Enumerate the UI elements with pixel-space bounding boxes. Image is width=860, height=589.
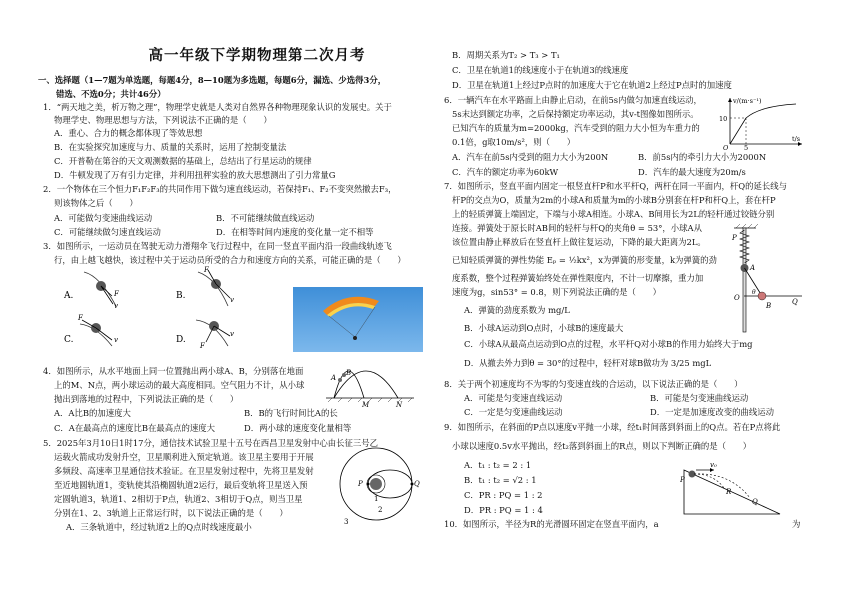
q4-option-c[interactable]: C．A在最高点的速度比B在最高点的速度大 — [54, 423, 215, 433]
svg-text:P: P — [680, 476, 685, 484]
section-heading: 一、选择题（1—7题为单选题，每题4分，8—10题为多选题，每题6分，漏选、少选得3分， — [38, 75, 387, 85]
svg-text:v₀: v₀ — [710, 461, 717, 469]
q5-stem-3: 多频段、高速率卫星通信技术验证。在卫星发射过程中，先将卫星发射 — [54, 466, 314, 476]
q5-stem: 5．2025年3月10日1时17分，通信技术试验卫星十五号在西昌卫星发射中心由长征三号乙 — [43, 438, 378, 448]
svg-text:v: v — [230, 296, 234, 304]
svg-text:P: P — [358, 480, 363, 488]
svg-text:R: R — [726, 488, 732, 496]
q5-option-c[interactable]: C．卫星在轨道1的线速度小于在轨道3的线速度 — [452, 65, 629, 75]
q5-stem-5: 定圆轨道3，轨道1、2相切于P点，轨道2、3相切于Q点，则当卫星 — [54, 494, 303, 504]
q4-stem-3: 抛出到落地的过程中，下列说法正确的是（ ） — [54, 394, 239, 404]
svg-text:O: O — [723, 144, 729, 150]
q4-stem: 4．如图所示，从水平地面上同一位置抛出两小球A、B，分别落在地面 — [43, 366, 304, 376]
q8-option-b[interactable]: B．可能是匀变速曲线运动 — [650, 393, 749, 403]
svg-text:Q: Q — [752, 498, 758, 506]
q9-option-b[interactable]: B．t₁ : t₂ = √2 : 1 — [464, 475, 537, 485]
svg-text:3: 3 — [344, 518, 349, 526]
q4-trajectory-figure — [322, 358, 420, 408]
ball-b — [758, 292, 766, 300]
q5-option-d[interactable]: D．卫星在轨道1上经过P点时的加速度大于它在轨道2上经过P点时的加速度 — [452, 80, 732, 90]
incline — [684, 470, 780, 514]
q4-option-b[interactable]: B．B的飞行时间比A的长 — [244, 408, 338, 418]
q3-label-c: C. — [64, 335, 74, 345]
q1-option-b[interactable]: B．在实验探究加速度与力、质量的关系时，运用了控制变量法 — [54, 142, 287, 152]
q7-stem-5: 该位置由静止释放后在竖直杆上做往复运动，下降的最大距离为2L。 — [452, 237, 706, 247]
svg-text:F: F — [204, 266, 209, 274]
q6-stem-3: 已知汽车的质量为m=2000kg，汽车受到的阻力大小恒为车重力的 — [452, 123, 700, 133]
q2-option-d[interactable]: D．在相等时间内速度的变化量一定不相等 — [216, 227, 374, 237]
q5-orbit-figure — [338, 446, 424, 526]
q4-option-a[interactable]: A．A比B的加速度大 — [54, 408, 131, 418]
section-heading-2: 错选、不选0分；共计46分） — [56, 89, 166, 99]
svg-text:2: 2 — [378, 506, 383, 514]
q2-option-b[interactable]: B．不可能继续做直线运动 — [216, 213, 315, 223]
svg-text:v: v — [114, 302, 118, 310]
q5-option-b[interactable]: B．周期关系为T₂ > T₃ > T₁ — [452, 50, 560, 60]
svg-text:5: 5 — [744, 144, 749, 150]
q2-option-c[interactable]: C．可能继续做匀速直线运动 — [54, 227, 161, 237]
q5-stem-4: 至近地圆轨道1，变轨使其沿椭圆轨道2运行，最后变轨将卫星送入预 — [54, 480, 308, 490]
q7-stem-2: 杆P的交点为O，质量为2m的小球A和质量为m的小球B分别套在杆P和杆Q上，套在杆P — [452, 195, 776, 205]
q3-figure-b[interactable] — [176, 266, 234, 306]
accel-segment — [730, 118, 746, 144]
svg-text:B: B — [766, 302, 772, 310]
svg-text:t/s: t/s — [792, 135, 801, 143]
paraglider-photo — [293, 287, 423, 352]
q3-label-b: B. — [176, 291, 186, 301]
earth — [370, 478, 382, 490]
svg-text:B: B — [346, 369, 352, 377]
q6-vt-graph — [716, 94, 806, 150]
q8-option-d[interactable]: D．一定是加速度改变的曲线运动 — [650, 407, 774, 417]
q5-option-a[interactable]: A．三条轨道中，经过轨道2上的Q点时线速度最小 — [66, 522, 252, 532]
q3-stem: 3．如图所示，一运动员在驾驶无动力滑翔伞飞行过程中，在同一竖直平面内沿一段曲线轨迹飞 — [43, 241, 392, 251]
svg-text:θ: θ — [752, 289, 756, 296]
q2-option-a[interactable]: A．可能做匀变速曲线运动 — [54, 213, 153, 223]
svg-text:N: N — [396, 401, 403, 408]
q1-option-a[interactable]: A．重心、合力的概念都体现了等效思想 — [54, 128, 203, 138]
q7-option-b[interactable]: B．小球A运动到O点时，小球B的速度最大 — [464, 323, 624, 333]
svg-text:A: A — [331, 374, 337, 382]
q7-stem-8: 速度为g，sin53° = 0.8，则下列说法正确的是（ ） — [452, 287, 661, 297]
q8-stem: 8．关于两个初速度均不为零的匀变速直线的合运动，以下说法正确的是（ ） — [444, 379, 743, 389]
q3-figure-a[interactable] — [63, 272, 120, 310]
svg-text:Q: Q — [414, 480, 420, 488]
q9-option-a[interactable]: A．t₁ : t₂ = 2 : 1 — [464, 460, 532, 470]
q4-stem-2: 上的M、N点，两小球运动的最大高度相同。空气阻力不计，从小球 — [54, 380, 305, 390]
q7-stem-7: 度系数，整个过程弹簧始终处在弹性限度内，不计一切摩擦，重力加 — [452, 273, 704, 283]
q4-option-d[interactable]: D．两小球的速度变化量相等 — [244, 423, 352, 433]
svg-text:A: A — [750, 264, 756, 272]
q1-option-c[interactable]: C．开普勒在第谷的天文观测数据的基础上，总结出了行星运动的规律 — [54, 156, 312, 166]
svg-text:M: M — [362, 401, 370, 408]
q6-stem: 6．一辆汽车在水平路面上由静止启动，在前5s内做匀加速直线运动， — [444, 95, 702, 105]
q7-option-d[interactable]: D．从撤去外力到θ = 30°的过程中，轻杆对球B做功为 3/25 mgL — [464, 358, 712, 368]
q10-stem: 10．如图所示，半径为R的光滑圆环固定在竖直平面内，a — [444, 519, 659, 529]
exam-title: 高一年级下学期物理第二次月考 — [148, 48, 366, 64]
q6-option-c[interactable]: C．汽车的额定功率为60kW — [452, 167, 559, 177]
svg-text:P: P — [732, 234, 737, 242]
q7-option-c[interactable]: C．小球A从最高点运动到O点的过程，水平杆Q对小球B的作用力始终大于mg — [464, 339, 753, 349]
q9-stem: 9．如图所示，在斜面的P点以速度v平抛一小球，经t₁时间落到斜面上的Q点。若在P点将此 — [444, 422, 781, 432]
svg-text:Q: Q — [792, 298, 798, 306]
q3-figure-c[interactable] — [64, 314, 118, 346]
q1-stem: 1．“两天地之美，析万物之理”，物理学史就是人类对自然界各种物理现象认识的发展史。关于 — [43, 102, 392, 112]
power-segment — [746, 104, 796, 118]
q6-option-a[interactable]: A．汽车在前5s内受到的阻力大小为200N — [452, 152, 609, 162]
q6-option-b[interactable]: B．前5s内的牵引力大小为2000N — [638, 152, 767, 162]
svg-text:v: v — [230, 330, 234, 338]
q9-option-c[interactable]: C．PR : PQ = 1 : 2 — [464, 490, 543, 500]
q6-option-d[interactable]: D．汽车的最大速度为20m/s — [638, 167, 746, 177]
q9-incline-figure — [680, 458, 786, 518]
q2-stem: 2．一个物体在三个恒力F₁F₂F₃的共同作用下做匀速直线运动，若保持F₁、F₂不变突然撤去F₃， — [43, 184, 397, 194]
q8-option-c[interactable]: C．一定是匀变速曲线运动 — [464, 407, 563, 417]
q6-stem-2: 5s末达到额定功率，之后保持额定功率运动，其v-t图像如图所示。 — [452, 109, 699, 119]
svg-text:F: F — [78, 314, 83, 322]
q1-option-d[interactable]: D．牛顿发现了万有引力定律，并利用扭秤实验的放大思想测出了引力常量G — [54, 170, 336, 180]
q10-stem-tail: 为 — [792, 519, 801, 529]
q7-spring-figure — [730, 224, 806, 334]
q8-option-a[interactable]: A．可能是匀变速直线运动 — [464, 393, 563, 403]
q7-stem-6: 已知轻质弹簧的弹性势能 Eₚ = ½kx²，x为弹簧的形变量，k为弹簧的劲 — [452, 255, 717, 265]
q7-stem-4: 连接。弹簧处于原长时AB间的轻杆与杆Q的夹角θ = 53°，小球A从 — [452, 223, 702, 233]
q2-stem-2: 则该物体之后（ ） — [54, 198, 138, 208]
svg-text:F: F — [200, 342, 205, 350]
svg-text:10: 10 — [719, 115, 728, 123]
q3-figure-d[interactable] — [176, 320, 234, 350]
q5-stem-2: 运载火箭成功发射升空，卫星顺利进入预定轨道。该卫星主要用于开展 — [54, 452, 314, 462]
q9-stem-2: 小球以速度0.5v水平抛出，经t₂落到斜面上的R点，则以下判断正确的是（ ） — [452, 441, 752, 451]
q5-stem-6: 分别在1、2、3轨道上正常运行时，以下说法正确的是（ ） — [54, 508, 288, 518]
q9-option-d[interactable]: D．PR : PQ = 1 : 4 — [464, 505, 543, 515]
svg-text:1: 1 — [374, 495, 379, 503]
svg-text:v/(m·s⁻¹): v/(m·s⁻¹) — [733, 97, 762, 105]
q3-stem-2: 行，由上越飞越快，该过程中关于运动员所受的合力和速度方向的关系，可能正确的是（ ） — [54, 255, 406, 265]
q7-option-a[interactable]: A．弹簧的劲度系数为 mg/L — [464, 305, 570, 315]
q7-stem-3: 上的轻质弹簧上端固定，下端与小球A相连。小球A、B间用长为2L的轻杆通过铰链分别 — [452, 209, 775, 219]
q3-label-a: A. — [64, 291, 74, 301]
q3-label-d: D. — [176, 335, 186, 345]
svg-text:v: v — [114, 336, 118, 344]
q1-stem-2: 物理学史、物理思想与方法，下列说法不正确的是（ ） — [54, 115, 272, 125]
q7-stem: 7．如图所示，竖直平面内固定一根竖直杆P和水平杆Q，两杆在同一平面内，杆Q的延长线与 — [444, 181, 787, 191]
q6-stem-4: 0.1倍，g取10m/s²，则（ ） — [452, 137, 576, 147]
svg-text:O: O — [734, 294, 740, 302]
svg-text:F: F — [114, 290, 119, 298]
